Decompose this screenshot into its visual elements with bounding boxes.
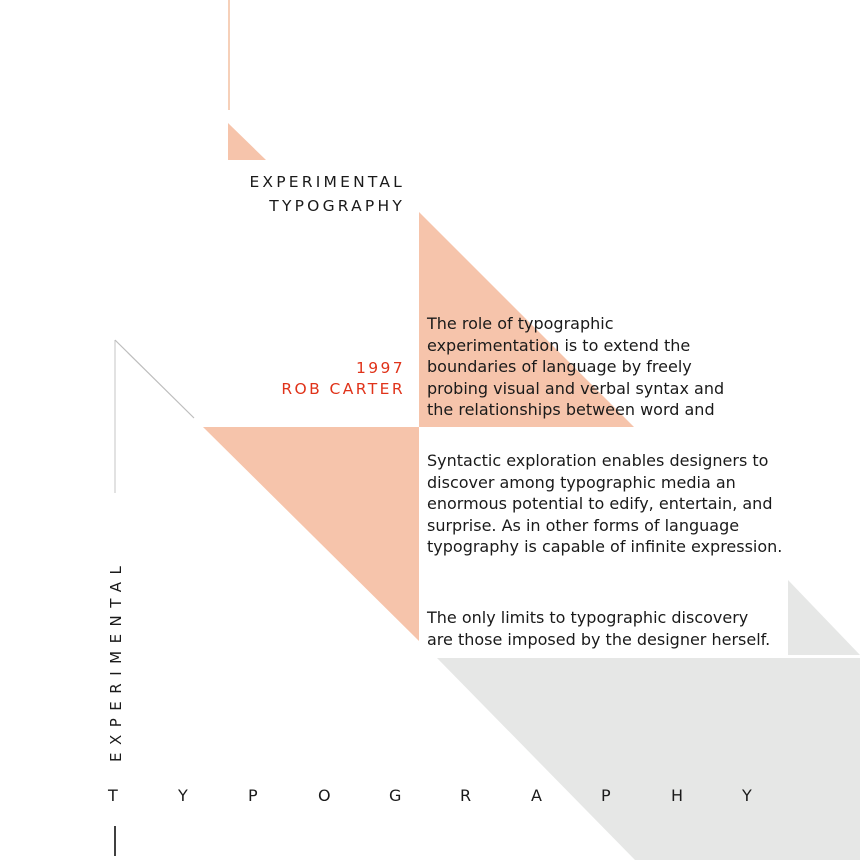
- gray-right-triangle: [788, 580, 860, 655]
- salmon-small-triangle: [228, 123, 266, 160]
- paragraph-line: The role of typographic: [427, 314, 614, 333]
- paragraph-line: the relationships between word and: [427, 400, 715, 419]
- spaced-letter: P: [601, 786, 611, 805]
- spaced-letter: O: [318, 786, 331, 805]
- spaced-letter: H: [671, 786, 684, 805]
- title-line-2: TYPOGRAPHY: [269, 197, 405, 215]
- salmon-lower-triangle: [203, 427, 419, 641]
- paragraph-3: [427, 607, 770, 650]
- paragraph-2: [427, 450, 782, 558]
- spaced-letter: Y: [178, 786, 188, 805]
- paragraph-line: boundaries of language by freely: [427, 357, 692, 376]
- title-line-1: EXPERIMENTAL: [249, 173, 405, 191]
- spaced-letter: A: [531, 786, 542, 805]
- author-label: ROB CARTER: [281, 380, 405, 398]
- left-diagonal-rule: [115, 340, 194, 418]
- paragraph-line: enormous potential to edify, entertain, and: [427, 494, 773, 513]
- paragraph-line: Syntactic exploration enables designers to: [427, 451, 769, 470]
- paragraph-line: The only limits to typographic discovery: [427, 608, 749, 627]
- paragraph-line: are those imposed by the designer herself.: [427, 629, 771, 649]
- paragraph-line: probing visual and verbal syntax and: [427, 378, 725, 398]
- spaced-letter: P: [248, 786, 258, 805]
- spaced-letter: G: [389, 786, 402, 805]
- paragraph-line: discover among typographic media an: [427, 472, 736, 492]
- gray-lower-shape: [437, 658, 860, 860]
- spaced-letter: R: [460, 786, 472, 805]
- paragraph-line: typography is capable of infinite expression.: [427, 537, 783, 556]
- paragraph-1: [427, 313, 724, 421]
- spaced-letter: T: [108, 786, 118, 805]
- paragraph-line: surprise. As in other forms of language: [427, 515, 740, 535]
- spaced-letter: Y: [742, 786, 752, 805]
- paragraph-line: experimentation is to extend the: [427, 335, 691, 355]
- spaced-typography-text: [108, 786, 768, 808]
- year-label: 1997: [355, 359, 405, 377]
- vertical-experimental-text: EXPERIMENTAL: [107, 558, 125, 762]
